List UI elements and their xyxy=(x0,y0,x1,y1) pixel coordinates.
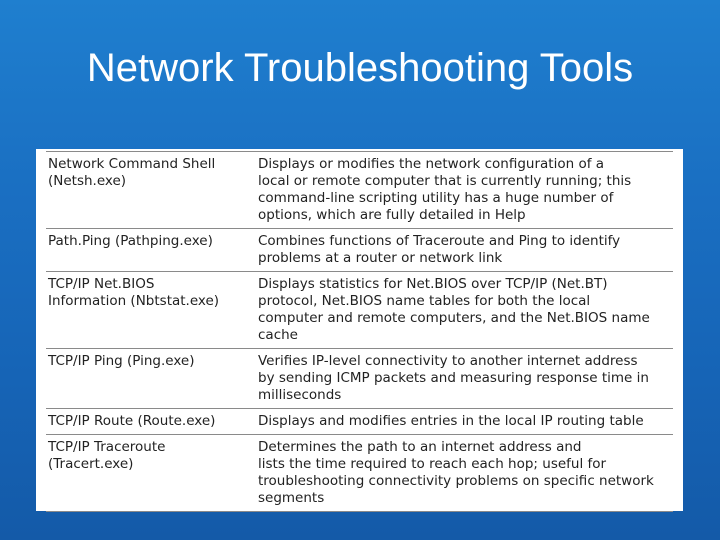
tool-name-line: (Netsh.exe) xyxy=(48,173,127,189)
table-row xyxy=(46,152,673,229)
tool-name-cell xyxy=(46,349,246,409)
description-line: by sending ICMP packets and measuring response time in xyxy=(258,370,649,386)
tool-name-cell xyxy=(46,229,246,272)
tool-description-cell xyxy=(246,229,673,272)
tool-name-line: TCP/IP Net.BIOS xyxy=(48,276,155,292)
table-row xyxy=(46,272,673,349)
description-line: Verifies IP-level connectivity to another internet address xyxy=(258,353,638,369)
tool-description-cell xyxy=(246,409,673,435)
tool-name-line: Information (Nbtstat.exe) xyxy=(48,293,220,309)
description-line: options, which are fully detailed in Help xyxy=(258,207,526,223)
tool-name-cell xyxy=(46,409,246,435)
description-line: milliseconds xyxy=(258,387,342,403)
description-line: command-line scripting utility has a huge number of xyxy=(258,190,614,206)
tool-description-cell xyxy=(246,272,673,349)
description-line: Displays statistics for Net.BIOS over TCP/IP (Net.BT) xyxy=(258,276,608,292)
description-line: troubleshooting connectivity problems on specific network xyxy=(258,473,654,489)
tool-description-cell xyxy=(246,349,673,409)
description-line: segments xyxy=(258,490,325,506)
description-line: lists the time required to reach each hop; useful for xyxy=(258,456,607,472)
description-line: computer and remote computers, and the Net.BIOS name xyxy=(258,310,650,326)
table-row xyxy=(46,409,673,435)
tools-table-panel xyxy=(36,149,683,511)
slide-title: Network Troubleshooting Tools xyxy=(86,46,634,90)
table-row xyxy=(46,229,673,272)
table-row xyxy=(46,349,673,409)
description-line: local or remote computer that is currently running; this xyxy=(258,173,632,189)
tools-table xyxy=(46,151,673,512)
tool-name-line: Path.Ping (Pathping.exe) xyxy=(48,233,213,249)
tool-name-cell xyxy=(46,435,246,512)
tool-name-cell xyxy=(46,272,246,349)
description-line: cache xyxy=(258,327,298,343)
tool-description-cell xyxy=(246,435,673,512)
description-line: Determines the path to an internet address and xyxy=(258,439,582,455)
tool-name-line: (Tracert.exe) xyxy=(48,456,134,472)
description-line: Displays and modifies entries in the local IP routing table xyxy=(258,413,644,429)
table-row xyxy=(46,435,673,512)
description-line: problems at a router or network link xyxy=(258,250,503,266)
tool-name-line: Network Command Shell xyxy=(48,156,216,172)
description-line: Combines functions of Traceroute and Ping to identify xyxy=(258,233,621,249)
tool-name-line: TCP/IP Ping (Ping.exe) xyxy=(48,353,195,369)
tool-description-cell xyxy=(246,152,673,229)
description-line: protocol, Net.BIOS name tables for both the local xyxy=(258,293,591,309)
tool-name-line: TCP/IP Route (Route.exe) xyxy=(48,413,216,429)
description-line: Displays or modifies the network configuration of a xyxy=(258,156,605,172)
tool-name-cell xyxy=(46,152,246,229)
tool-name-line: TCP/IP Traceroute xyxy=(48,439,166,455)
